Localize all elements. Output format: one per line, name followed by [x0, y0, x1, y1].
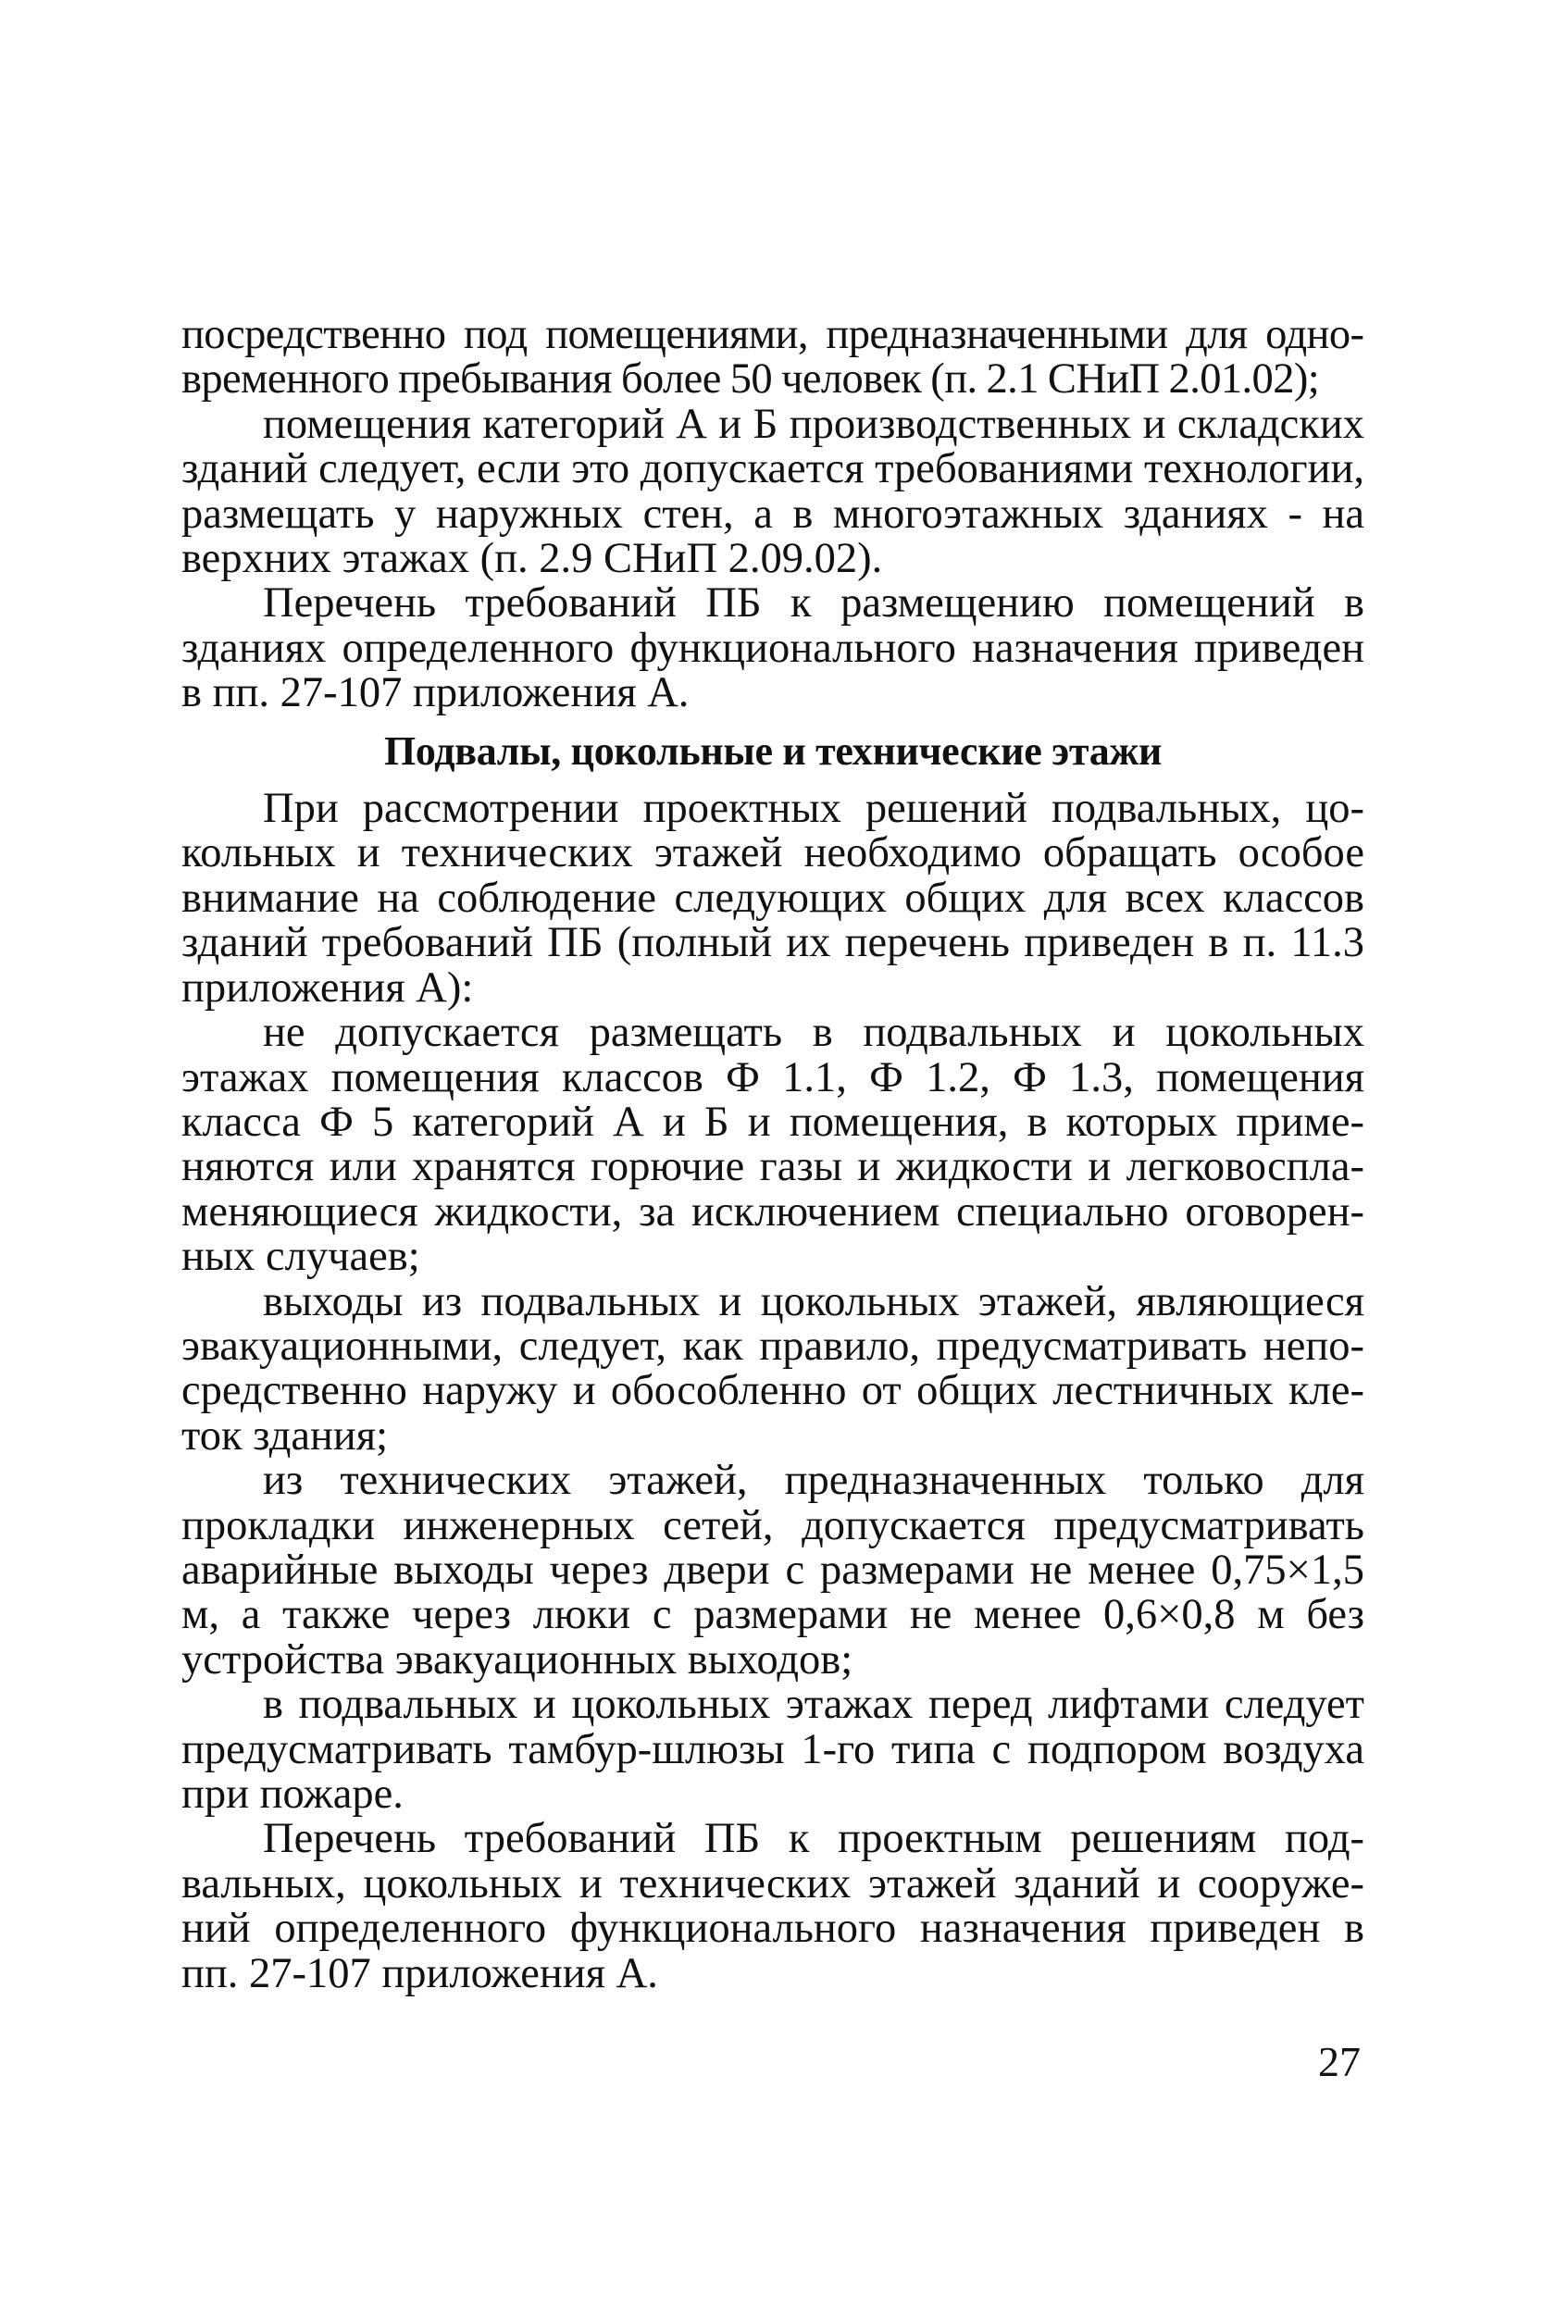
- section-heading: Подвалы, цокольные и технические этажи: [383, 727, 1163, 774]
- paragraph-basement-restriction: не допускается размещать в подвальных и цокольных этажах помещения классов Ф 1.1, Ф 1.2, Ф 1.3, помещения класса Ф 5 категорий А и Б и помещения, в которых применяются или хранятся горючие газы и жидкости и легковоспламеняющиеся жидкости, за исключением специально оговоренных случаев;: [181, 1009, 1364, 1281]
- paragraph-requirements-list: Перечень требований ПБ к размещению помещений в зданиях определенного функционального назначения приведен в пп. 27-107 приложения А.: [181, 579, 1364, 717]
- paragraph-continuation: посредственно под помещениями, предназначенными для одновременного пребывания более 50 человек (п. 2.1 СНиП 2.01.02);: [181, 311, 1364, 404]
- paragraph-section-requirements-list: Перечень требований ПБ к проектным решениям подвальных, цокольных и технических этажей зданий и сооружений определенного функционального назначения приведен в пп. 27-107 приложения А.: [181, 1815, 1364, 1997]
- text-block: [181, 313, 1364, 1996]
- page-number: 27: [1318, 2038, 1361, 2085]
- paragraph-rooms-categories: помещения категорий А и Б производственных и складских зданий следует, если это допускается требованиями технологии, размещать у наружных стен, а в многоэтажных зданиях - на верхних этажах (п. 2.9 СНиП 2.09.02).: [181, 400, 1364, 583]
- paragraph-evacuation-exits: выходы из подвальных и цокольных этажей, являющиеся эвакуационными, следует, как правило, предусматривать непосредственно наружу и обособленно от общих лестничных клеток здания;: [181, 1277, 1364, 1460]
- paragraph-elevator-airlocks: в подвальных и цокольных этажах перед лифтами следует предусматривать тамбур-шлюзы 1-го типа с подпором воздуха при пожаре.: [181, 1681, 1364, 1818]
- paragraph-technical-floors: из технических этажей, предназначенных только для прокладки инженерных сетей, допускается предусматривать аварийные выходы через двери с размерами не менее 0,75×1,5 м, а также через люки с размерами не менее 0,6×0,8 м без устройства эвакуационных выходов;: [181, 1457, 1364, 1684]
- paragraph-section-intro: При рассмотрении проектных решений подвальных, цокольных и технических этажей необходимо обращать особое внимание на соблюдение следующих общих для всех классов зданий требований ПБ (полный их перечень приведен в п. 11.3 приложения А):: [181, 785, 1364, 1012]
